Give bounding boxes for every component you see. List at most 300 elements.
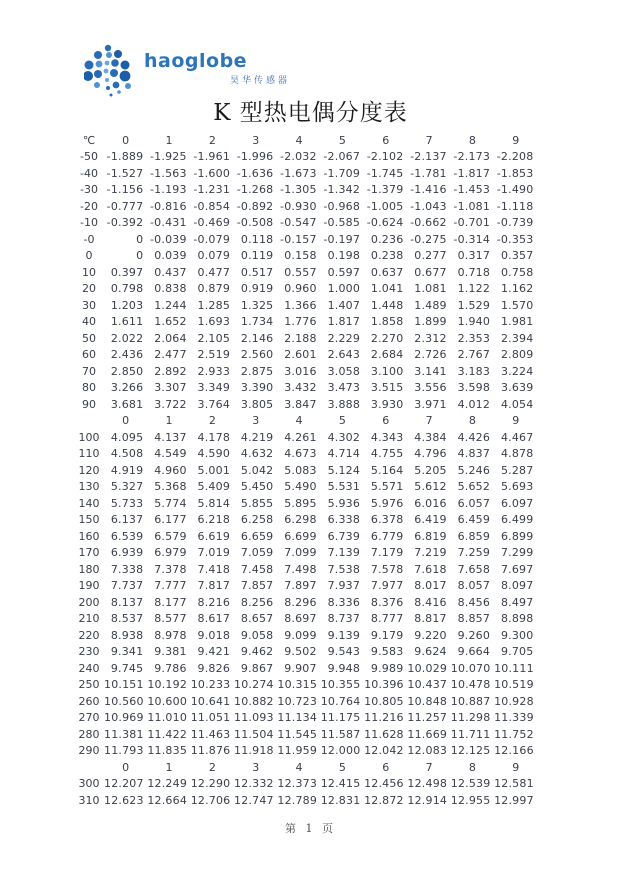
value-cell: 0.637: [370, 265, 404, 279]
temp-cell: 130: [78, 480, 100, 494]
value-cell: 11.918: [234, 744, 274, 758]
value-cell: 4.755: [370, 447, 404, 461]
value-cell: 2.519: [197, 348, 231, 362]
value-cell: -1.081: [453, 199, 491, 213]
value-cell: 0.677: [414, 265, 447, 279]
temp-cell: -0: [83, 232, 95, 246]
temp-cell: -20: [80, 199, 98, 213]
value-cell: 6.939: [110, 546, 144, 560]
value-cell: 2.105: [197, 331, 231, 345]
value-cell: 7.857: [240, 579, 274, 593]
value-cell: 12.872: [364, 793, 404, 807]
value-cell: 11.339: [494, 711, 534, 725]
value-cell: 3.847: [284, 397, 317, 411]
value-cell: 12.125: [450, 744, 491, 758]
value-cell: 2.850: [110, 364, 144, 378]
digit-header: 5: [338, 760, 346, 774]
value-cell: 1.611: [110, 315, 144, 329]
value-cell: -0.353: [496, 232, 534, 246]
value-cell: 0: [136, 249, 144, 263]
value-cell: 1.407: [327, 298, 361, 312]
value-cell: 10.560: [104, 694, 144, 708]
value-cell: 10.882: [234, 694, 274, 708]
value-cell: 3.058: [327, 364, 361, 378]
value-cell: -0.662: [410, 216, 447, 230]
value-cell: 4.137: [154, 430, 187, 444]
value-cell: 10.233: [190, 678, 231, 692]
table-row: [74, 677, 540, 694]
value-cell: 9.745: [110, 661, 144, 675]
value-cell: 4.178: [197, 430, 231, 444]
digit-header: 1: [165, 133, 173, 147]
temp-cell: 170: [78, 546, 100, 560]
value-cell: 1.325: [240, 298, 274, 312]
value-cell: 11.216: [364, 711, 404, 725]
value-cell: 11.793: [104, 744, 144, 758]
table-row: [74, 281, 540, 298]
table-row: [74, 215, 540, 232]
value-cell: 8.137: [110, 595, 144, 609]
value-cell: 1.734: [240, 315, 274, 329]
value-cell: 8.777: [370, 612, 404, 626]
value-cell: 2.560: [240, 348, 274, 362]
value-cell: 12.914: [407, 793, 448, 807]
value-cell: 5.001: [197, 463, 231, 477]
table-row: [74, 396, 540, 413]
value-cell: 7.937: [327, 579, 361, 593]
temp-cell: 120: [78, 463, 100, 477]
value-cell: -0.157: [280, 232, 317, 246]
value-cell: 11.628: [364, 727, 404, 741]
value-cell: 12.207: [104, 777, 144, 791]
table-row: [74, 429, 540, 446]
value-cell: 0.758: [500, 265, 534, 279]
value-cell: -0.275: [410, 232, 447, 246]
value-cell: 1.858: [370, 315, 404, 329]
value-cell: 11.463: [190, 727, 231, 741]
value-cell: 9.300: [500, 628, 534, 642]
value-cell: 4.384: [414, 430, 447, 444]
value-cell: 5.814: [197, 496, 231, 510]
value-cell: 6.779: [370, 529, 404, 543]
value-cell: 12.166: [494, 744, 534, 758]
value-cell: 9.786: [154, 661, 187, 675]
value-cell: 7.618: [414, 562, 447, 576]
value-cell: 9.664: [457, 645, 491, 659]
value-cell: -2.137: [410, 150, 447, 164]
value-cell: 5.327: [110, 480, 144, 494]
value-cell: 8.256: [240, 595, 274, 609]
value-cell: 0.118: [240, 232, 274, 246]
value-cell: 8.898: [500, 612, 534, 626]
value-cell: 4.426: [457, 430, 491, 444]
value-cell: 0.960: [284, 282, 317, 296]
value-cell: 7.697: [500, 562, 534, 576]
value-cell: -1.118: [496, 199, 534, 213]
value-cell: 5.409: [197, 480, 231, 494]
temp-cell: 100: [78, 430, 100, 444]
value-cell: 12.831: [320, 793, 361, 807]
value-cell: 2.312: [414, 331, 447, 345]
temp-cell: -50: [80, 150, 98, 164]
digit-header: 7: [425, 414, 433, 428]
table-row: [74, 182, 540, 199]
value-cell: 4.302: [327, 430, 361, 444]
value-cell: 7.139: [327, 546, 361, 560]
value-cell: 7.219: [414, 546, 447, 560]
value-cell: 6.258: [240, 513, 274, 527]
table-row: [74, 248, 540, 265]
value-cell: 7.658: [457, 562, 491, 576]
value-cell: 2.767: [457, 348, 491, 362]
value-cell: 1.981: [500, 315, 534, 329]
value-cell: 10.805: [364, 694, 404, 708]
value-cell: 10.928: [494, 694, 534, 708]
digit-header: 7: [425, 760, 433, 774]
value-cell: -2.067: [323, 150, 361, 164]
value-cell: 2.394: [500, 331, 534, 345]
value-cell: 10.070: [450, 661, 491, 675]
value-cell: 0.437: [154, 265, 187, 279]
table-row: [74, 594, 540, 611]
value-cell: 9.260: [457, 628, 491, 642]
digit-header: 4: [295, 760, 303, 774]
value-cell: -2.032: [280, 150, 317, 164]
value-cell: -1.453: [453, 183, 491, 197]
value-cell: 9.341: [110, 645, 144, 659]
value-cell: 1.081: [414, 282, 447, 296]
value-cell: 10.151: [104, 678, 144, 692]
value-cell: -0.314: [453, 232, 491, 246]
value-cell: -0.624: [366, 216, 404, 230]
value-cell: 3.266: [110, 381, 144, 395]
value-cell: 3.515: [370, 381, 404, 395]
value-cell: 2.022: [110, 331, 144, 345]
value-cell: -2.208: [496, 150, 534, 164]
table-row: [74, 462, 540, 479]
value-cell: 2.809: [500, 348, 534, 362]
temp-cell: 240: [78, 661, 100, 675]
value-cell: 12.498: [407, 777, 448, 791]
digit-header: 3: [252, 133, 260, 147]
value-cell: 3.473: [327, 381, 361, 395]
value-cell: 12.955: [450, 793, 491, 807]
value-cell: 3.224: [500, 364, 534, 378]
value-cell: 11.381: [104, 727, 144, 741]
value-cell: 1.162: [500, 282, 534, 296]
value-cell: 8.577: [154, 612, 187, 626]
table-row: [74, 726, 540, 743]
temp-cell: 150: [78, 513, 100, 527]
value-cell: -0.079: [193, 232, 231, 246]
value-cell: 3.930: [370, 397, 404, 411]
value-cell: 7.179: [370, 546, 404, 560]
value-cell: 9.018: [197, 628, 231, 642]
value-cell: -1.925: [150, 150, 187, 164]
digit-header: 6: [382, 414, 390, 428]
value-cell: 4.590: [197, 447, 231, 461]
value-cell: 7.777: [154, 579, 187, 593]
value-cell: 1.244: [154, 298, 187, 312]
value-cell: 1.366: [284, 298, 317, 312]
value-cell: 0.718: [457, 265, 491, 279]
table-row: [74, 363, 540, 380]
value-cell: -1.490: [496, 183, 534, 197]
value-cell: 0.238: [370, 249, 404, 263]
logo-dots-icon: [84, 42, 136, 98]
value-cell: 6.499: [500, 513, 534, 527]
value-cell: -1.156: [106, 183, 144, 197]
value-cell: 6.338: [327, 513, 361, 527]
value-cell: 5.287: [500, 463, 534, 477]
value-cell: 2.726: [414, 348, 447, 362]
value-cell: 3.100: [370, 364, 404, 378]
value-cell: -0.968: [323, 199, 361, 213]
value-cell: 10.396: [364, 678, 404, 692]
table-row: [74, 297, 540, 314]
value-cell: 4.508: [110, 447, 144, 461]
value-cell: 1.817: [327, 315, 361, 329]
value-cell: -0.585: [323, 216, 361, 230]
value-cell: 5.693: [500, 480, 534, 494]
value-cell: 6.097: [500, 496, 534, 510]
digit-header: 4: [295, 414, 303, 428]
value-cell: 7.059: [240, 546, 274, 560]
value-cell: 5.733: [110, 496, 144, 510]
value-cell: 4.549: [154, 447, 187, 461]
value-cell: 4.837: [457, 447, 491, 461]
value-cell: 8.376: [370, 595, 404, 609]
temp-cell: 290: [78, 744, 100, 758]
value-cell: 2.270: [370, 331, 404, 345]
value-cell: 5.976: [370, 496, 404, 510]
value-cell: 1.652: [154, 315, 187, 329]
value-cell: 5.042: [240, 463, 274, 477]
value-cell: 3.639: [500, 381, 534, 395]
value-cell: -1.853: [496, 166, 534, 180]
value-cell: 11.504: [234, 727, 274, 741]
value-cell: 8.097: [500, 579, 534, 593]
temp-cell: 210: [78, 612, 100, 626]
value-cell: 5.368: [154, 480, 187, 494]
value-cell: 0.357: [500, 249, 534, 263]
value-cell: 5.083: [284, 463, 317, 477]
value-cell: 4.054: [500, 397, 534, 411]
value-cell: 10.029: [407, 661, 448, 675]
temp-cell: 70: [82, 364, 96, 378]
table-row: [74, 792, 540, 809]
value-cell: 6.819: [414, 529, 447, 543]
value-cell: 1.693: [197, 315, 231, 329]
value-cell: -1.043: [410, 199, 447, 213]
value-cell: 3.390: [240, 381, 274, 395]
temp-cell: -40: [80, 166, 98, 180]
value-cell: 10.723: [277, 694, 318, 708]
temp-cell: 270: [78, 711, 100, 725]
value-cell: 12.623: [104, 793, 144, 807]
value-cell: 7.498: [284, 562, 317, 576]
value-cell: 7.338: [110, 562, 144, 576]
value-cell: 5.124: [327, 463, 361, 477]
value-cell: 10.315: [277, 678, 318, 692]
value-cell: 3.971: [414, 397, 447, 411]
table-row: [74, 561, 540, 578]
value-cell: 11.587: [320, 727, 361, 741]
digit-header: 2: [208, 414, 216, 428]
value-cell: 7.418: [197, 562, 231, 576]
digit-header: 2: [208, 760, 216, 774]
value-cell: 11.422: [147, 727, 188, 741]
value-cell: 2.601: [284, 348, 317, 362]
value-cell: -0.892: [236, 199, 274, 213]
value-cell: -1.005: [366, 199, 404, 213]
value-cell: 5.612: [414, 480, 447, 494]
value-cell: 11.876: [190, 744, 231, 758]
value-cell: 3.681: [110, 397, 144, 411]
value-cell: 1.448: [370, 298, 404, 312]
company-logo: [84, 40, 290, 96]
value-cell: 9.058: [240, 628, 274, 642]
value-cell: 8.416: [414, 595, 447, 609]
value-cell: 2.477: [154, 348, 187, 362]
value-cell: -1.193: [150, 183, 187, 197]
table-row: [74, 347, 540, 364]
digit-header: 7: [425, 133, 433, 147]
value-cell: 0.919: [240, 282, 274, 296]
value-cell: 12.000: [320, 744, 361, 758]
value-cell: 2.436: [110, 348, 144, 362]
value-cell: 9.179: [370, 628, 404, 642]
value-cell: 8.456: [457, 595, 491, 609]
value-cell: 4.219: [240, 430, 274, 444]
temp-cell: 40: [82, 315, 96, 329]
value-cell: -1.379: [366, 183, 404, 197]
value-cell: 5.571: [370, 480, 404, 494]
value-cell: 6.378: [370, 513, 404, 527]
value-cell: 10.969: [104, 711, 144, 725]
value-cell: 0.597: [327, 265, 361, 279]
value-cell: 4.960: [154, 463, 187, 477]
value-cell: 10.192: [147, 678, 188, 692]
value-cell: -1.961: [193, 150, 231, 164]
digit-header: 0: [122, 414, 130, 428]
table-row: [74, 627, 540, 644]
value-cell: 3.349: [197, 381, 231, 395]
value-cell: 7.538: [327, 562, 361, 576]
value-cell: 9.381: [154, 645, 187, 659]
value-cell: 7.897: [284, 579, 317, 593]
value-cell: 6.137: [110, 513, 144, 527]
value-cell: 0.079: [197, 249, 231, 263]
value-cell: 12.290: [190, 777, 231, 791]
value-cell: -0.431: [150, 216, 187, 230]
value-cell: 9.583: [370, 645, 404, 659]
value-cell: 9.989: [370, 661, 404, 675]
table-header-row: [74, 413, 540, 430]
value-cell: 4.714: [327, 447, 361, 461]
value-cell: 7.977: [370, 579, 404, 593]
value-cell: 1.041: [370, 282, 404, 296]
temp-cell: 230: [78, 645, 100, 659]
digit-header: 1: [165, 414, 173, 428]
value-cell: 5.205: [414, 463, 447, 477]
value-cell: 6.177: [154, 513, 187, 527]
value-cell: 3.432: [284, 381, 317, 395]
table-header-row: [74, 759, 540, 776]
value-cell: 9.948: [327, 661, 361, 675]
value-cell: 7.259: [457, 546, 491, 560]
value-cell: 9.421: [197, 645, 231, 659]
value-cell: 1.203: [110, 298, 144, 312]
value-cell: 7.099: [284, 546, 317, 560]
value-cell: 8.537: [110, 612, 144, 626]
value-cell: 0.158: [284, 249, 317, 263]
value-cell: 1.776: [284, 315, 317, 329]
value-cell: 11.093: [234, 711, 274, 725]
table-row: [74, 479, 540, 496]
value-cell: -0.197: [323, 232, 361, 246]
value-cell: 8.978: [154, 628, 187, 642]
value-cell: 3.722: [154, 397, 187, 411]
value-cell: 6.016: [414, 496, 447, 510]
value-cell: 8.938: [110, 628, 144, 642]
temp-cell: 60: [82, 348, 96, 362]
digit-header: 8: [468, 760, 476, 774]
value-cell: 1.570: [500, 298, 534, 312]
value-cell: 5.531: [327, 480, 361, 494]
value-cell: 5.450: [240, 480, 274, 494]
value-cell: 5.936: [327, 496, 361, 510]
value-cell: 7.817: [197, 579, 231, 593]
thermocouple-table: [74, 132, 540, 809]
value-cell: 6.739: [327, 529, 361, 543]
value-cell: 5.246: [457, 463, 491, 477]
value-cell: -1.709: [323, 166, 361, 180]
value-cell: 0.838: [154, 282, 187, 296]
value-cell: 12.415: [320, 777, 361, 791]
value-cell: 11.010: [147, 711, 188, 725]
table-row: [74, 611, 540, 628]
digit-header: 8: [468, 414, 476, 428]
temp-cell: 300: [78, 777, 100, 791]
value-cell: 0.119: [240, 249, 274, 263]
value-cell: 10.478: [450, 678, 491, 692]
digit-header: 6: [382, 760, 390, 774]
value-cell: 6.979: [154, 546, 187, 560]
logo-subtitle: 昊华传感器: [229, 76, 290, 86]
value-cell: 0.317: [457, 249, 491, 263]
value-cell: 6.699: [284, 529, 317, 543]
value-cell: -0.508: [236, 216, 274, 230]
value-cell: 6.859: [457, 529, 491, 543]
temp-cell: -30: [80, 183, 98, 197]
digit-header: 9: [512, 133, 520, 147]
table-header-row: [74, 132, 540, 149]
value-cell: 7.378: [154, 562, 187, 576]
value-cell: 11.134: [277, 711, 318, 725]
value-cell: 3.183: [457, 364, 491, 378]
temp-cell: 50: [82, 331, 96, 345]
table-row: [74, 528, 540, 545]
value-cell: 5.652: [457, 480, 491, 494]
value-cell: 5.490: [284, 480, 317, 494]
value-cell: 1.899: [414, 315, 447, 329]
value-cell: 6.579: [154, 529, 187, 543]
digit-header: 5: [338, 133, 346, 147]
value-cell: 5.774: [154, 496, 187, 510]
value-cell: 9.099: [284, 628, 317, 642]
value-cell: 9.826: [197, 661, 231, 675]
